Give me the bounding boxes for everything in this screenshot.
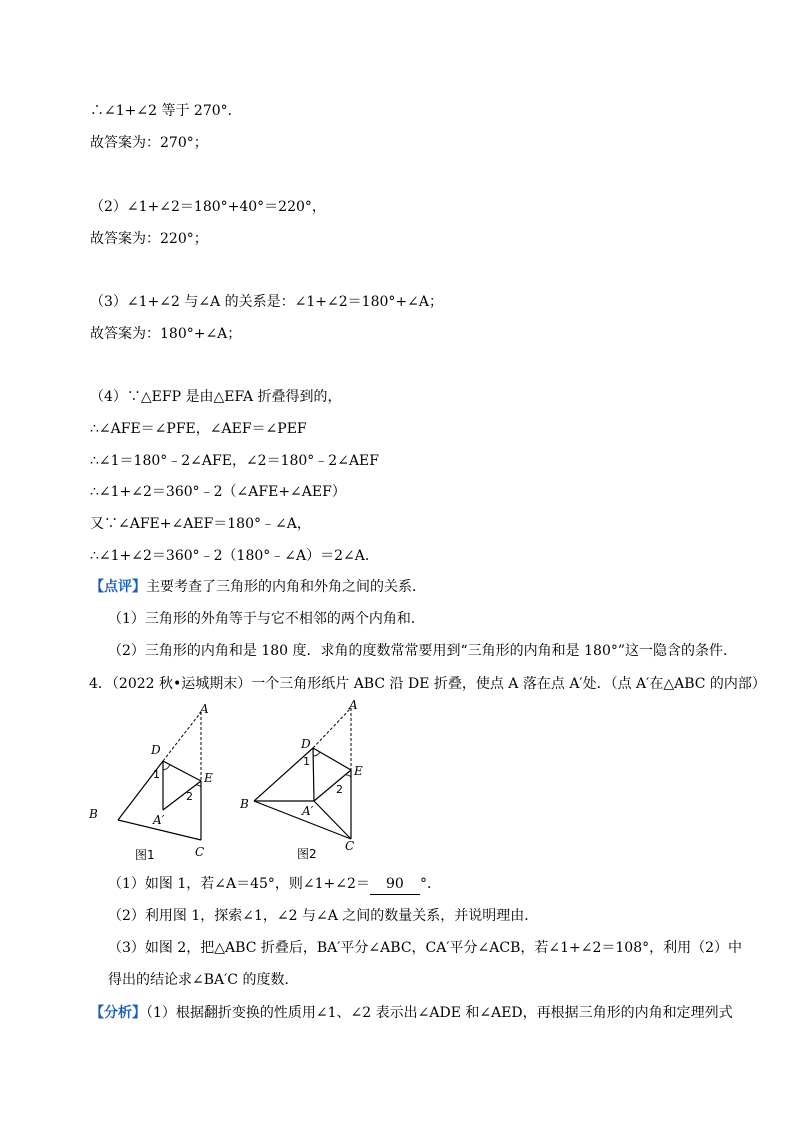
label-d: D [151, 743, 161, 757]
label-angle-2: 2 [186, 790, 193, 803]
solution-line: ∴∠1+∠2＝360°﹣2（∠AFE+∠AEF） [90, 484, 346, 500]
label-angle-1: 1 [303, 755, 310, 768]
solution-line: 又∵∠AFE+∠AEF＝180°﹣∠A， [90, 516, 311, 532]
angle-mark-1 [313, 752, 320, 756]
dashed-da [313, 708, 351, 748]
edge-a2e [163, 781, 201, 810]
edge-a2e [314, 770, 351, 801]
figure-1 [85, 700, 235, 865]
angle-mark-2 [196, 785, 201, 787]
label-a: A [200, 702, 209, 716]
analysis-line [90, 1003, 733, 1023]
angle-mark-2 [346, 775, 351, 777]
comment-point-2: （2）三角形的内角和是 180 度．求角的度数常常要用到“三角形的内角和是 180°”这一隐含的条件． [108, 643, 738, 659]
question-stem: 4．（2022 秋•运城期末）一个三角形纸片 ABC 沿 DE 折叠，使点 A 落在点 A′处．（点 A′在△ABC 的内部） [89, 676, 766, 692]
subquestion-1 [108, 874, 441, 895]
figure-1-caption: 图1 [135, 848, 155, 862]
label-b: B [89, 807, 98, 821]
label-d: D [301, 737, 311, 751]
label-c: C [195, 845, 205, 859]
fold-line-de [163, 761, 201, 781]
comment-point-1: （1）三角形的外角等于与它不相邻的两个内角和． [108, 611, 425, 627]
answer-blank: 90 [370, 874, 420, 895]
label-a-prime: A′ [153, 813, 165, 827]
subquestion-1-unit: °． [419, 876, 441, 892]
analysis-tag: 【分析】 [90, 1005, 146, 1021]
label-c: C [345, 839, 355, 853]
label-a-prime: A′ [302, 804, 314, 818]
label-e: E [354, 764, 363, 778]
solution-line: 故答案为：270°； [90, 135, 208, 151]
solution-line: （4）∵△EFP 是由△EFA 折叠得到的， [90, 389, 342, 405]
solution-line: 故答案为：220°； [90, 231, 208, 247]
label-angle-2: 2 [336, 783, 343, 796]
analysis-text: （1）根据翻折变换的性质用∠1、∠2 表示出∠ADE 和∠AED，再根据三角形的内角和定理列式 [146, 1005, 733, 1021]
label-a: A [349, 698, 358, 712]
label-b: B [240, 797, 249, 811]
figure-2 [235, 697, 385, 862]
fold-line-de [313, 748, 351, 770]
subquestion-1-text: （1）如图 1，若∠A＝45°，则∠1+∠2＝ [108, 876, 370, 892]
solution-line: （2）∠1+∠2＝180°+40°＝220°， [90, 199, 326, 215]
subquestion-3: （3）如图 2，把△ABC 折叠后，BA′平分∠ABC，CA′平分∠ACB，若∠1+∠2＝108°，利用（2）中 [108, 940, 743, 956]
solution-line: ∴∠AFE＝∠PFE，∠AEF＝∠PEF [90, 421, 307, 437]
subquestion-2: （2）利用图 1，探索∠1，∠2 与∠A 之间的数量关系，并说明理由． [108, 908, 539, 924]
comment-line [90, 577, 426, 597]
solution-line: 故答案为：180°+∠A； [90, 326, 242, 342]
solution-line: ∴∠1+∠2 等于 270°． [90, 103, 242, 119]
solution-line: ∴∠1+∠2＝360°﹣2（180°﹣∠A）＝2∠A． [90, 548, 379, 564]
solution-line: （3）∠1+∠2 与∠A 的关系是：∠1+∠2＝180°+∠A； [90, 294, 443, 310]
dashed-da [163, 712, 201, 761]
figure-2-caption: 图2 [297, 847, 317, 861]
segment-a2c [314, 801, 351, 839]
solution-line: ∴∠1＝180°﹣2∠AFE，∠2＝180°﹣2∠AEF [90, 453, 379, 469]
comment-tag: 【点评】 [90, 579, 146, 595]
label-angle-1: 1 [153, 768, 160, 781]
label-e: E [204, 771, 213, 785]
comment-text: 主要考查了三角形的内角和外角之间的关系． [146, 579, 426, 595]
angle-mark-1 [163, 765, 170, 770]
subquestion-3-cont: 得出的结论求∠BA′C 的度数． [108, 972, 299, 988]
